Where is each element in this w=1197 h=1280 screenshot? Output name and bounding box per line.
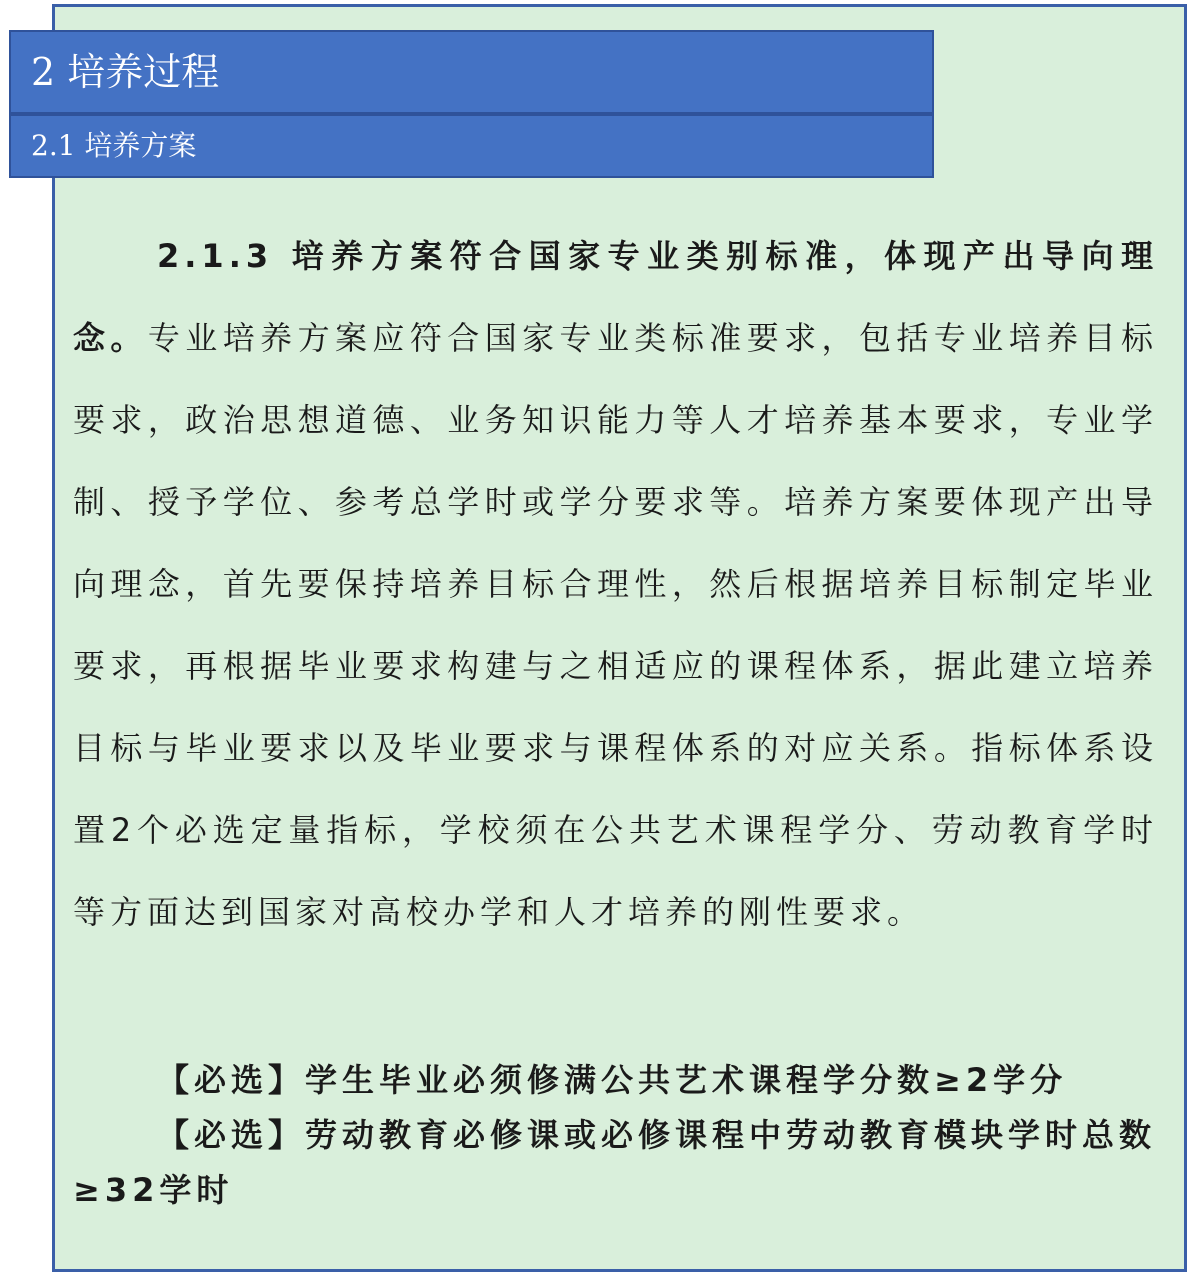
section-paragraph [73, 215, 1158, 953]
required-indicator-2 [73, 1108, 1158, 1218]
required-indicator-1 [73, 1053, 1158, 1108]
required-indicator-text: 【必选】学生毕业必须修满公共艺术课程学分数≥2学分 [157, 1061, 1068, 1099]
required-indicator-text: 【必选】劳动教育必修课或必修课程中劳动教育模块学时总数≥32学时 [73, 1116, 1157, 1209]
chapter-heading: 2 培养过程 [9, 30, 934, 114]
subsection-heading: 2.1.3 培养方案符合国家专业类别标准，体现产出导向理念。 [73, 237, 1158, 357]
subsection-body: 专业培养方案应符合国家专业类标准要求，包括专业培养目标要求，政治思想道德、业务知识能力等人才培养基本要求，专业学制、授予学位、参考总学时或学分要求等。培养方案要体现产出导向理念，首先要保持培养目标合理性，然后根据培养目标制定毕业要求，再根据毕业要求构建与之相适应的课程体系，据此建立培养目标与毕业要求以及毕业要求与课程体系的对应关系。指标体系设置2个必选定量指标，学校须在公共艺术课程学分、劳动教育学时等方面达到国家对高校办学和人才培养的刚性要求。 [73, 319, 1158, 931]
section-heading: 2.1 培养方案 [9, 114, 934, 178]
